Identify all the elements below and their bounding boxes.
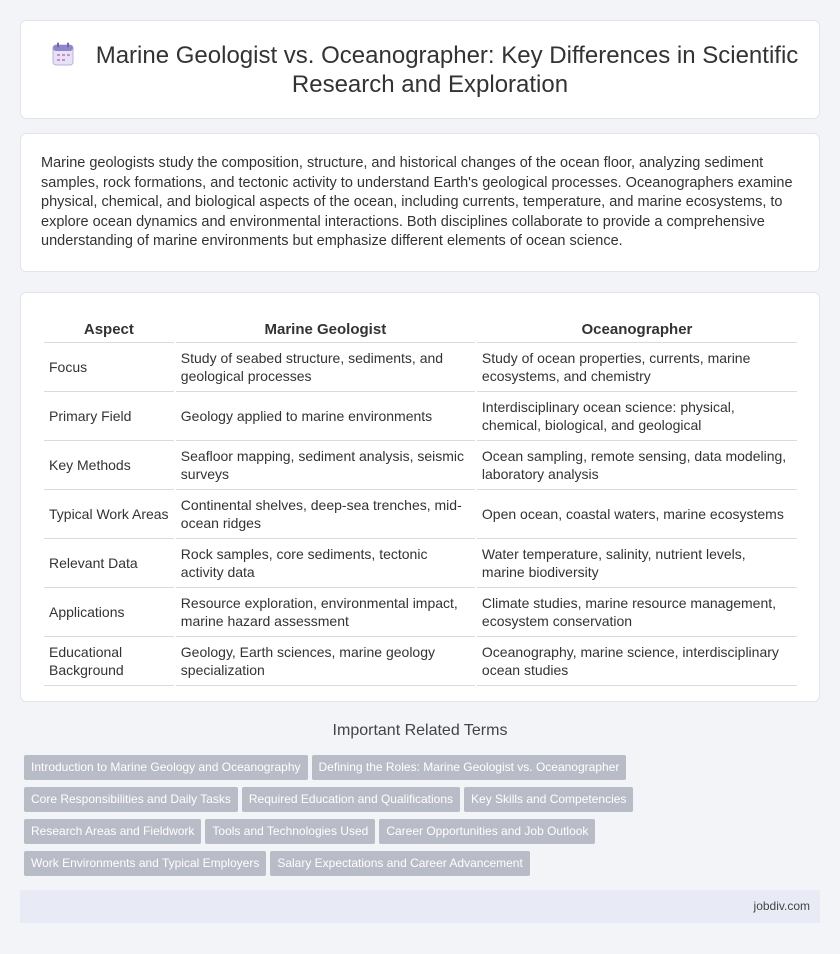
intro-text: Marine geologists study the composition, structure, and historical changes of the ocean floor, analyzing sediment samples, rock formations, and tectonic activity to understand Earth's geological processes. Oceanographers examine physical, chemical, and biological aspects of the ocean, including currents, temperature, and marine ecosystems, to explore ocean dynamics and environmental interactions. Both disciplines collaborate to provide a comprehensive understanding of marine environments but emphasize different elements of ocean science. (41, 155, 793, 249)
table-row (44, 637, 797, 686)
cell-geologist: Seafloor mapping, sediment analysis, seismic surveys (176, 441, 475, 490)
related-term-tag[interactable]: Work Environments and Typical Employers (24, 851, 266, 876)
related-term-tag[interactable]: Defining the Roles: Marine Geologist vs. Oceanographer (312, 755, 627, 780)
comparison-table (42, 313, 799, 686)
header-marine-geologist: Marine Geologist (176, 313, 475, 343)
cell-oceanographer: Water temperature, salinity, nutrient levels, marine biodiversity (477, 539, 797, 588)
related-term-tag[interactable]: Research Areas and Fieldwork (24, 819, 201, 844)
related-term-tag[interactable]: Core Responsibilities and Daily Tasks (24, 787, 238, 812)
cell-oceanographer: Climate studies, marine resource management, ecosystem conservation (477, 588, 797, 637)
table-row (44, 441, 797, 490)
table-row (44, 490, 797, 539)
cell-geologist: Resource exploration, environmental impact, marine hazard assessment (176, 588, 475, 637)
cell-aspect: Typical Work Areas (44, 490, 174, 539)
page-title-wrap (61, 41, 799, 99)
page-title: Marine Geologist vs. Oceanographer: Key Differences in Scientific Research and Exploration (95, 42, 799, 98)
cell-aspect: Primary Field (44, 392, 174, 441)
title-card (20, 20, 820, 119)
cell-geologist: Geology, Earth sciences, marine geology specialization (176, 637, 475, 686)
footer (20, 890, 820, 923)
related-terms-title: Important Related Terms (332, 722, 508, 739)
table-header-row (44, 313, 797, 343)
cell-aspect: Key Methods (44, 441, 174, 490)
related-term-tag[interactable]: Tools and Technologies Used (205, 819, 375, 844)
table-row (44, 539, 797, 588)
comparison-card (20, 292, 820, 702)
header-oceanographer: Oceanographer (477, 313, 797, 343)
related-term-tag[interactable]: Career Opportunities and Job Outlook (379, 819, 595, 844)
cell-geologist: Study of seabed structure, sediments, and geological processes (176, 343, 475, 392)
cell-geologist: Geology applied to marine environments (176, 392, 475, 441)
cell-oceanographer: Open ocean, coastal waters, marine ecosystems (477, 490, 797, 539)
related-term-tag[interactable]: Salary Expectations and Career Advancement (270, 851, 529, 876)
table-row (44, 588, 797, 637)
cell-geologist: Rock samples, core sediments, tectonic activity data (176, 539, 475, 588)
related-terms-list (24, 755, 824, 883)
table-row (44, 343, 797, 392)
cell-aspect: Educational Background (44, 637, 174, 686)
intro-card (20, 133, 820, 272)
cell-oceanographer: Study of ocean properties, currents, marine ecosystems, and chemistry (477, 343, 797, 392)
cell-oceanographer: Ocean sampling, remote sensing, data modeling, laboratory analysis (477, 441, 797, 490)
table-row (44, 392, 797, 441)
cell-geologist: Continental shelves, deep-sea trenches, mid-ocean ridges (176, 490, 475, 539)
related-term-tag[interactable]: Required Education and Qualifications (242, 787, 460, 812)
header-aspect: Aspect (44, 313, 174, 343)
cell-aspect: Relevant Data (44, 539, 174, 588)
cell-aspect: Focus (44, 343, 174, 392)
related-term-tag[interactable]: Introduction to Marine Geology and Oceanography (24, 755, 308, 780)
document-icon (52, 42, 74, 66)
cell-aspect: Applications (44, 588, 174, 637)
cell-oceanographer: Interdisciplinary ocean science: physical, chemical, biological, and geological (477, 392, 797, 441)
footer-site-link[interactable]: jobdiv.com (753, 899, 810, 913)
cell-oceanographer: Oceanography, marine science, interdisciplinary ocean studies (477, 637, 797, 686)
related-term-tag[interactable]: Key Skills and Competencies (464, 787, 633, 812)
